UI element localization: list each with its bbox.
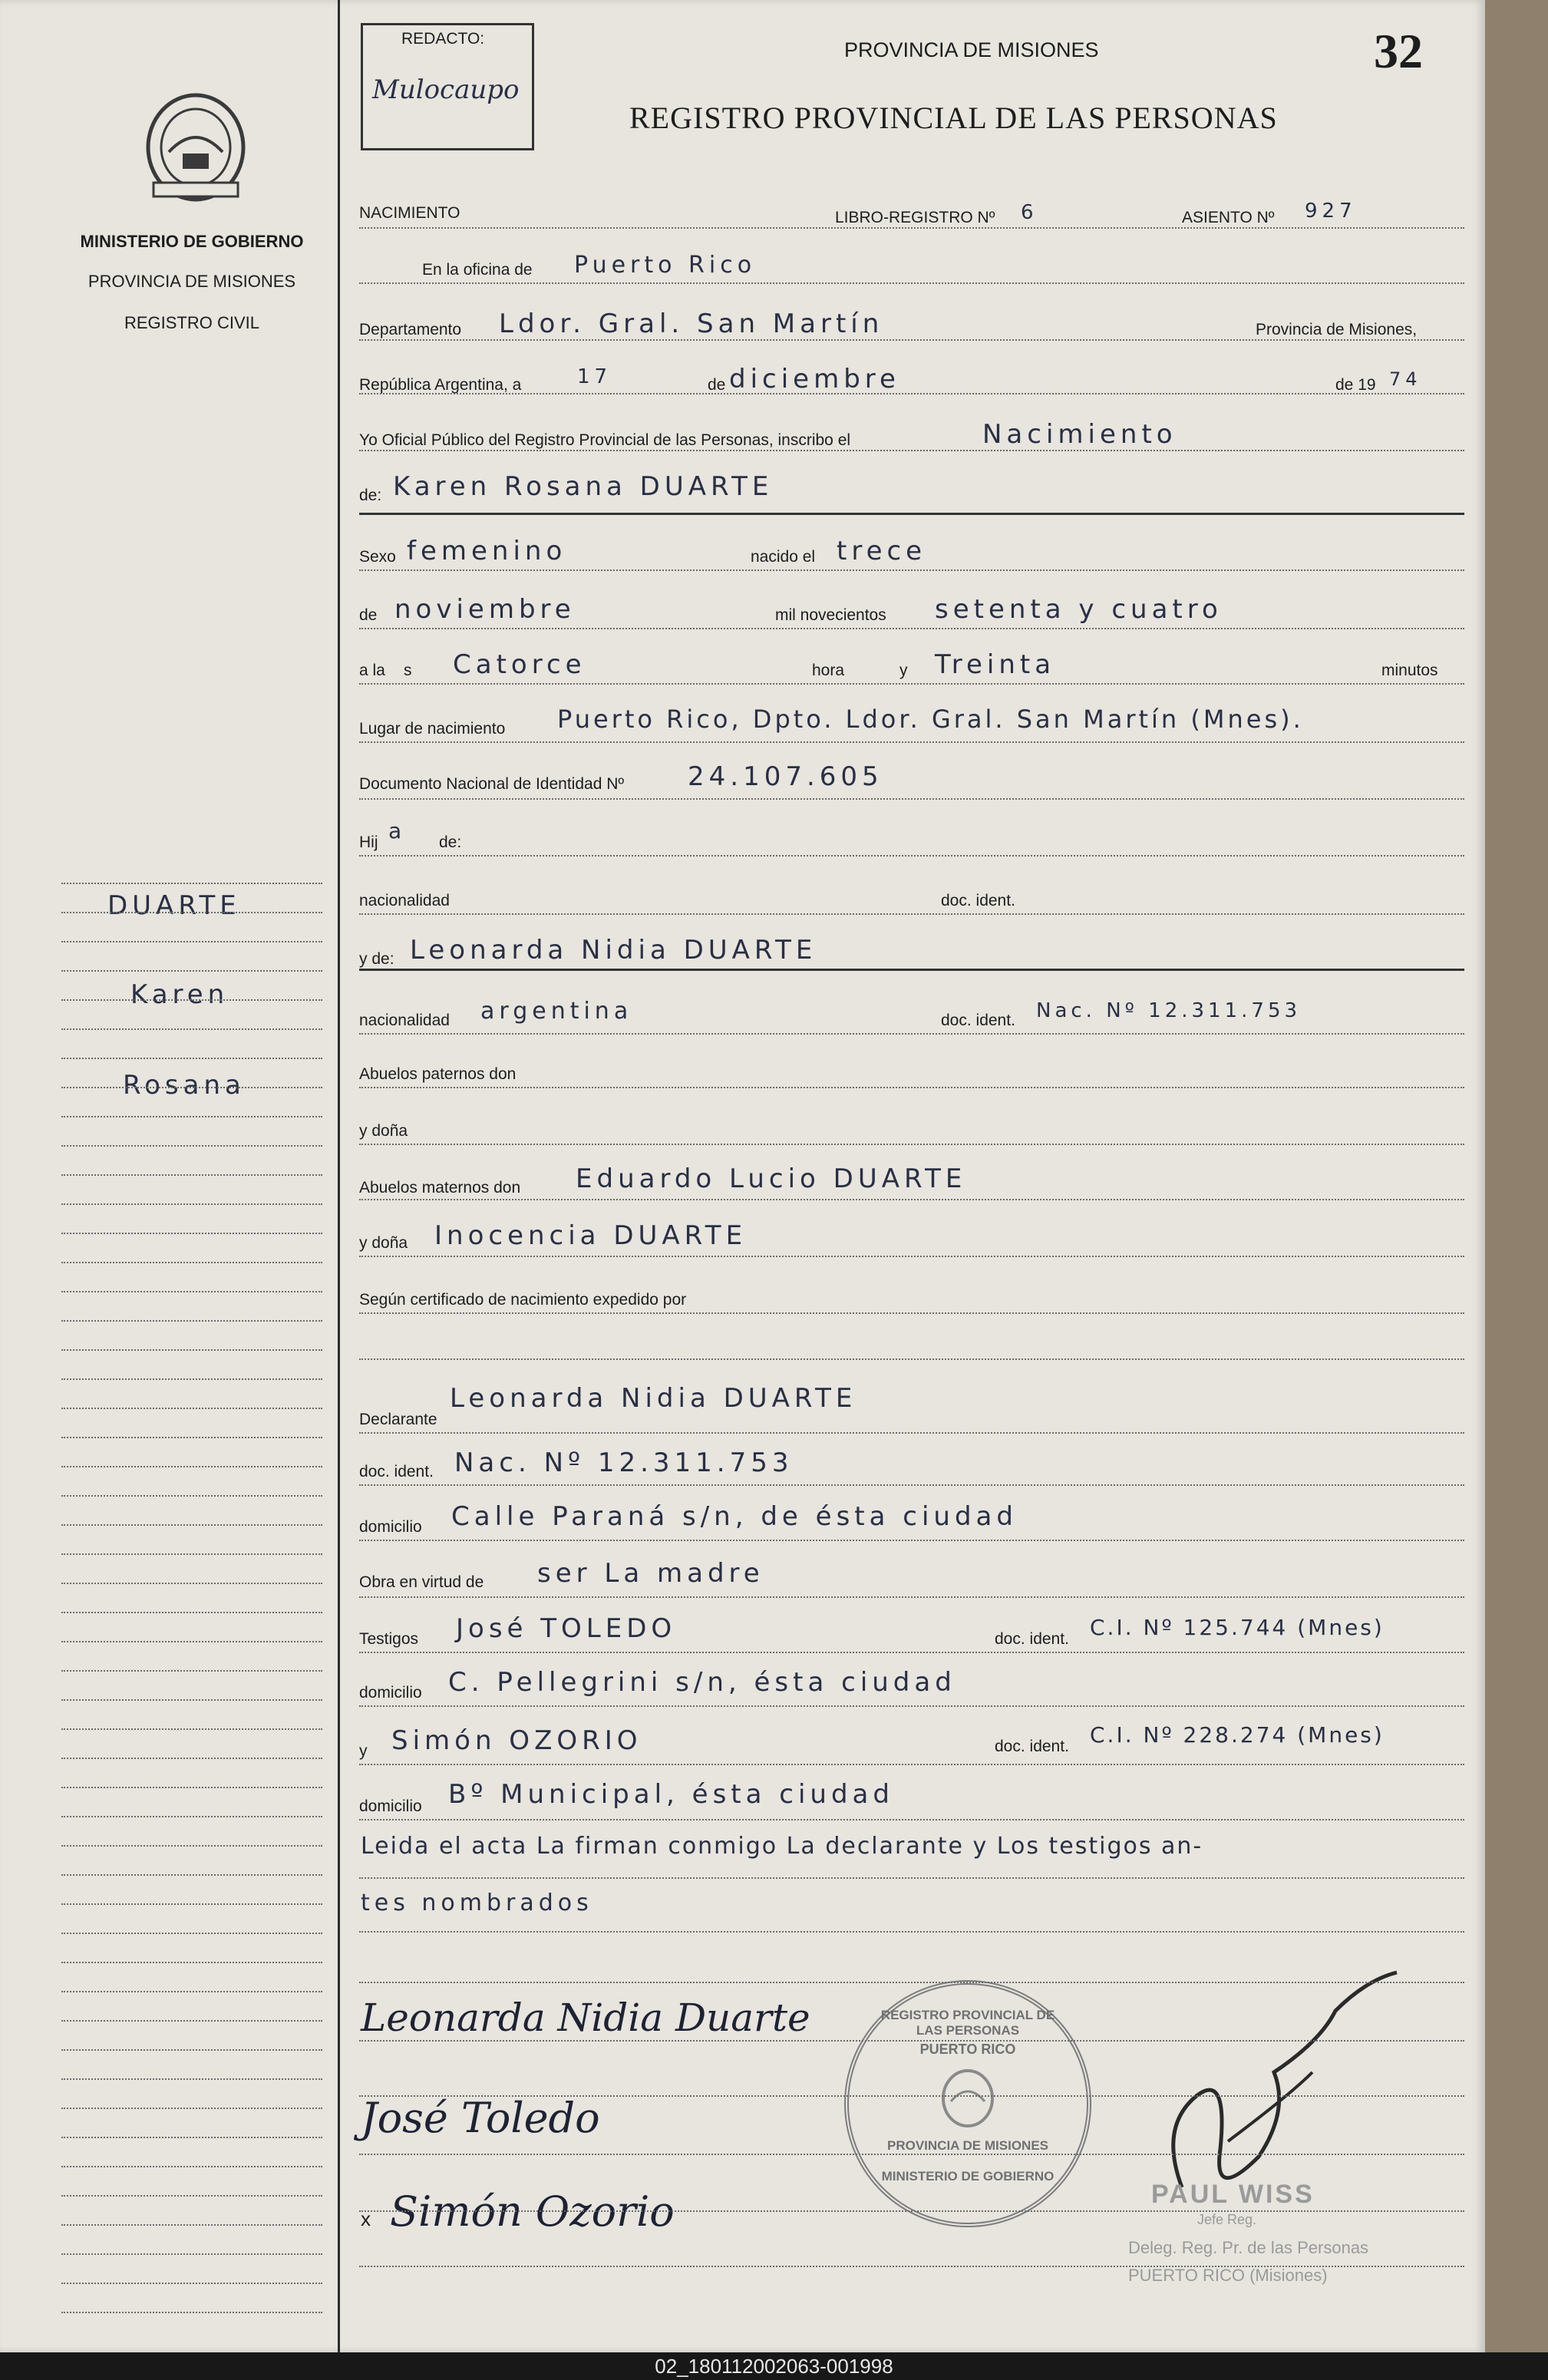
sidebar-rule <box>61 1728 322 1730</box>
sidebar-rule <box>61 1641 322 1642</box>
asiento-value: 927 <box>1305 200 1357 223</box>
nacionalidad2-value: argentina <box>480 998 633 1025</box>
sidebar-rule <box>61 2108 322 2109</box>
form-rule <box>359 1705 1464 1707</box>
sidebar-rule <box>61 2312 322 2313</box>
sidebar-rule <box>61 1174 322 1176</box>
de-nombre-label: de: <box>359 487 382 504</box>
testigo1-value: José TOLEDO <box>456 1613 677 1644</box>
sidebar-rule <box>61 1583 322 1584</box>
form-rule <box>359 683 1464 685</box>
dia-value: 17 <box>577 365 612 388</box>
form-rule <box>359 798 1464 800</box>
column-divider <box>338 0 340 2352</box>
form-rule <box>359 1312 1464 1314</box>
page-number: 32 <box>1374 24 1423 78</box>
testigo2-value: Simón OZORIO <box>391 1725 642 1756</box>
form-rule <box>359 913 1464 915</box>
libro-value: 6 <box>1021 201 1038 224</box>
testigo2-dom-label: domicilio <box>359 1797 422 1815</box>
asiento-label: ASIENTO Nº <box>1182 209 1275 226</box>
nacido-value: trece <box>837 536 927 566</box>
sidebar-rule <box>61 1495 322 1497</box>
sidebar-rule <box>61 1378 322 1380</box>
sidebar-rule <box>61 1291 322 1292</box>
official-line2: Deleg. Reg. Pr. de las Personas <box>1128 2238 1369 2257</box>
abuela-materna-value: Inocencia DUARTE <box>434 1220 748 1251</box>
form-rule <box>359 569 1464 571</box>
sidebar-rule <box>61 1699 322 1701</box>
sidebar-rule <box>61 1145 322 1147</box>
nacionalidad2-label: nacionalidad <box>359 1012 450 1029</box>
provincial-emblem-icon <box>138 92 253 207</box>
sidebar-rule <box>61 1874 322 1876</box>
obra-label: Obra en virtud de <box>359 1573 484 1591</box>
y-label: y <box>899 662 908 679</box>
decl-doc-value: Nac. Nº 12.311.753 <box>454 1447 794 1478</box>
testigos-label: Testigos <box>359 1630 419 1648</box>
form-rule <box>359 1652 1464 1653</box>
sidebar-rule <box>61 1058 322 1059</box>
sidebar-rule <box>61 1116 322 1117</box>
sidebar-rule <box>61 1087 322 1088</box>
form-rule <box>359 1982 1464 1983</box>
sidebar-rule <box>61 1524 322 1526</box>
sidebar-rule <box>61 1203 322 1205</box>
y-dona1-label: y doña <box>359 1122 408 1140</box>
redacto-label: REDACTO: <box>401 30 485 48</box>
mil-label: mil novecientos <box>775 606 886 624</box>
sidebar-rule <box>61 1349 322 1351</box>
sidebar-rule <box>61 941 322 942</box>
seal-outer-text: REGISTRO PROVINCIAL DE LAS PERSONAS <box>880 2008 1055 2038</box>
form-rule <box>359 1087 1464 1088</box>
libro-label: LIBRO-REGISTRO Nº <box>835 209 995 226</box>
nacimiento-label: NACIMIENTO <box>359 204 460 222</box>
form-rule <box>359 227 1464 229</box>
de-mes-label: de <box>359 606 378 624</box>
margin-second-name: Rosana <box>123 1070 246 1101</box>
minutos-label: minutos <box>1381 662 1438 679</box>
hora-label: hora <box>812 662 845 679</box>
oficina-value: Puerto Rico <box>574 252 757 279</box>
nacionalidad1-label: nacionalidad <box>359 892 450 909</box>
sidebar-rule <box>61 1408 322 1409</box>
closing-line-1: Leida el acta La firman conmigo La declarante y Los testigos an- <box>361 1833 1203 1860</box>
documento-value: 24.107.605 <box>688 761 883 792</box>
doc-ident2-label: doc. ident. <box>941 1012 1015 1029</box>
abuelos-paternos-label: Abuelos paternos don <box>359 1065 517 1083</box>
sidebar-rule <box>61 1437 322 1438</box>
margin-surname: DUARTE <box>107 890 241 921</box>
seal-inner-text: PUERTO RICO <box>919 2042 1016 2057</box>
official-role: Jefe Reg. <box>1197 2212 1257 2227</box>
sidebar-rule <box>61 1903 322 1905</box>
obra-value: ser La madre <box>537 1558 764 1589</box>
testigo1-dom-label: domicilio <box>359 1684 422 1702</box>
form-rule <box>359 628 1464 629</box>
sidebar-rule <box>61 1320 322 1322</box>
sidebar-rule <box>61 2020 322 2022</box>
testigo2-doc-value: C.I. Nº 228.274 (Mnes) <box>1090 1722 1385 1748</box>
mes-value: diciembre <box>729 364 900 394</box>
form-rule <box>359 2040 1464 2042</box>
de-year-label: de 19 <box>1335 376 1376 394</box>
y-dona2-label: y doña <box>359 1234 408 1252</box>
form-rule <box>359 2154 1464 2155</box>
sidebar-rule <box>61 1028 322 1030</box>
margin-first-name: Karen <box>130 979 229 1010</box>
sidebar-rule <box>61 2166 322 2167</box>
form-rule <box>359 1144 1464 1145</box>
hijo-label: Hij <box>359 833 378 851</box>
nac-mes-value: noviembre <box>394 594 576 625</box>
closing-line-2: tes nombrados <box>361 1890 593 1916</box>
seal-emblem-icon <box>937 2068 998 2129</box>
madre-value: Leonarda Nidia DUARTE <box>410 935 817 966</box>
form-rule <box>359 1358 1464 1360</box>
a-las-label: a la <box>359 662 385 679</box>
doc-ident2-value: Nac. Nº 12.311.753 <box>1036 999 1302 1022</box>
sidebar-rule <box>61 2137 322 2138</box>
redacto-box <box>361 23 534 150</box>
sidebar-rule <box>61 970 322 972</box>
form-rule <box>359 1256 1464 1257</box>
hijo-de-label: de: <box>439 833 462 851</box>
form-rule <box>359 1877 1464 1879</box>
form-rule <box>359 513 1464 515</box>
sidebar-rule <box>61 1933 322 1934</box>
sidebar-rule <box>61 1991 322 1992</box>
departamento-value: Ldor. Gral. San Martín <box>499 309 884 339</box>
form-rule <box>359 1540 1464 1541</box>
yo-oficial-label: Yo Oficial Público del Registro Provincial de las Personas, inscribo el <box>359 431 851 449</box>
y-testigo2-label: y <box>359 1742 368 1760</box>
sexo-label: Sexo <box>359 548 396 566</box>
official-name: PAUL WISS <box>1151 2180 1315 2209</box>
form-rule <box>359 393 1464 394</box>
declarante-value: Leonarda Nidia DUARTE <box>450 1383 857 1414</box>
sidebar-rule <box>61 1758 322 1759</box>
form-rule <box>359 1764 1464 1765</box>
form-rule <box>359 2266 1464 2267</box>
signature-x-mark: x <box>361 2207 371 2230</box>
testigo1-doc-label: doc. ident. <box>995 1630 1069 1648</box>
form-rule <box>359 1432 1464 1434</box>
decl-domicilio-value: Calle Paraná s/n, de ésta ciudad <box>451 1501 1018 1532</box>
official-seal <box>844 1980 1091 2227</box>
nombre-value: Karen Rosana DUARTE <box>393 471 774 502</box>
segun-label: Según certificado de nacimiento expedido por <box>359 1291 687 1309</box>
redacto-signature: Mulocaupo <box>372 74 520 105</box>
sexo-value: femenino <box>407 536 567 566</box>
sidebar-rule <box>61 912 322 913</box>
seal-prov-text: PROVINCIA DE MISIONES <box>886 2138 1048 2153</box>
form-rule <box>359 1484 1464 1486</box>
hora-value: Catorce <box>453 649 586 680</box>
sidebar-rule <box>61 1845 322 1847</box>
sidebar-rule <box>61 1670 322 1672</box>
signature-testigo1: José Toledo <box>361 2094 600 2142</box>
sidebar-registro: REGISTRO CIVIL <box>124 313 260 332</box>
departamento-label: Departamento <box>359 321 462 338</box>
form-rule <box>359 969 1464 971</box>
lugar-label: Lugar de nacimiento <box>359 720 506 738</box>
signature-testigo2: Simón Ozorio <box>390 2187 675 2236</box>
minutos-value: Treinta <box>935 649 1056 680</box>
form-rule <box>359 1033 1464 1035</box>
decl-doc-label: doc. ident. <box>359 1463 434 1480</box>
form-rule <box>359 450 1464 451</box>
abuelo-materno-value: Eduardo Lucio DUARTE <box>576 1164 967 1194</box>
documento-label: Documento Nacional de Identidad Nº <box>359 775 625 793</box>
signature-declarante: Leonarda Nidia Duarte <box>361 1995 810 2040</box>
testigo2-dom-value: Bº Municipal, ésta ciudad <box>448 1779 894 1810</box>
sidebar-rule <box>61 1466 322 1467</box>
form-rule <box>359 1931 1464 1933</box>
sidebar-rule <box>61 1233 322 1234</box>
mil-value: setenta y cuatro <box>935 594 1223 625</box>
nacido-label: nacido el <box>751 548 816 566</box>
sidebar-provincia: PROVINCIA DE MISIONES <box>87 272 296 291</box>
form-rule <box>359 855 1464 857</box>
a-las-suffix: s <box>404 662 412 679</box>
sidebar-rule <box>61 883 322 884</box>
file-id-footer: 02_180112002063-001998 <box>0 2352 1548 2380</box>
form-rule <box>359 1596 1464 1598</box>
form-rule <box>359 1819 1464 1820</box>
abuelos-maternos-label: Abuelos maternos don <box>359 1179 521 1197</box>
lugar-value: Puerto Rico, Dpto. Ldor. Gral. San Martín (Mnes). <box>557 705 1304 734</box>
testigo1-doc-value: C.I. Nº 125.744 (Mnes) <box>1090 1615 1385 1640</box>
sidebar-rule <box>61 999 322 1001</box>
form-rule <box>359 2210 1464 2212</box>
doc-ident1-label: doc. ident. <box>941 892 1015 909</box>
sidebar-rule <box>61 1787 322 1788</box>
form-rule <box>359 2095 1464 2097</box>
form-rule <box>359 1199 1464 1200</box>
header-provincia: PROVINCIA DE MISIONES <box>844 38 1099 61</box>
sidebar-rule <box>61 2078 322 2080</box>
sidebar-rule <box>61 1612 322 1613</box>
republica-label: República Argentina, a <box>359 376 522 394</box>
seal-bottom-text: MINISTERIO DE GOBIERNO <box>881 2169 1055 2184</box>
sidebar-rule <box>61 2283 322 2284</box>
sidebar-rule <box>61 1262 322 1263</box>
anio-value: 74 <box>1389 368 1422 390</box>
official-signature-scribble <box>1136 1957 1412 2218</box>
y-de-label: y de: <box>359 950 394 968</box>
sidebar-rule <box>61 1962 322 1963</box>
sidebar-rule <box>61 2195 322 2197</box>
header-title: REGISTRO PROVINCIAL DE LAS PERSONAS <box>629 101 1278 135</box>
form-rule <box>359 339 1464 341</box>
form-rule <box>359 282 1464 284</box>
testigo2-doc-label: doc. ident. <box>995 1738 1069 1755</box>
testigo1-dom-value: C. Pellegrini s/n, ésta ciudad <box>448 1667 956 1698</box>
sidebar-ministerio: MINISTERIO DE GOBIERNO <box>80 232 304 251</box>
sidebar-rule <box>61 1816 322 1817</box>
provincia-misiones-label: Provincia de Misiones, <box>1256 321 1418 338</box>
sidebar-rule <box>61 1553 322 1555</box>
hijo-suffix: a <box>388 818 407 843</box>
oficina-label: En la oficina de <box>422 261 533 279</box>
sidebar-rule <box>61 2253 322 2255</box>
decl-domicilio-label: domicilio <box>359 1518 422 1536</box>
form-rule <box>359 741 1464 743</box>
inscribo-value: Nacimiento <box>982 419 1177 450</box>
declarante-label: Declarante <box>359 1411 437 1428</box>
de-label: de <box>708 376 726 394</box>
sidebar-rule <box>61 2049 322 2051</box>
official-line3: PUERTO RICO (Misiones) <box>1128 2266 1328 2285</box>
sidebar-rule <box>61 2224 322 2226</box>
